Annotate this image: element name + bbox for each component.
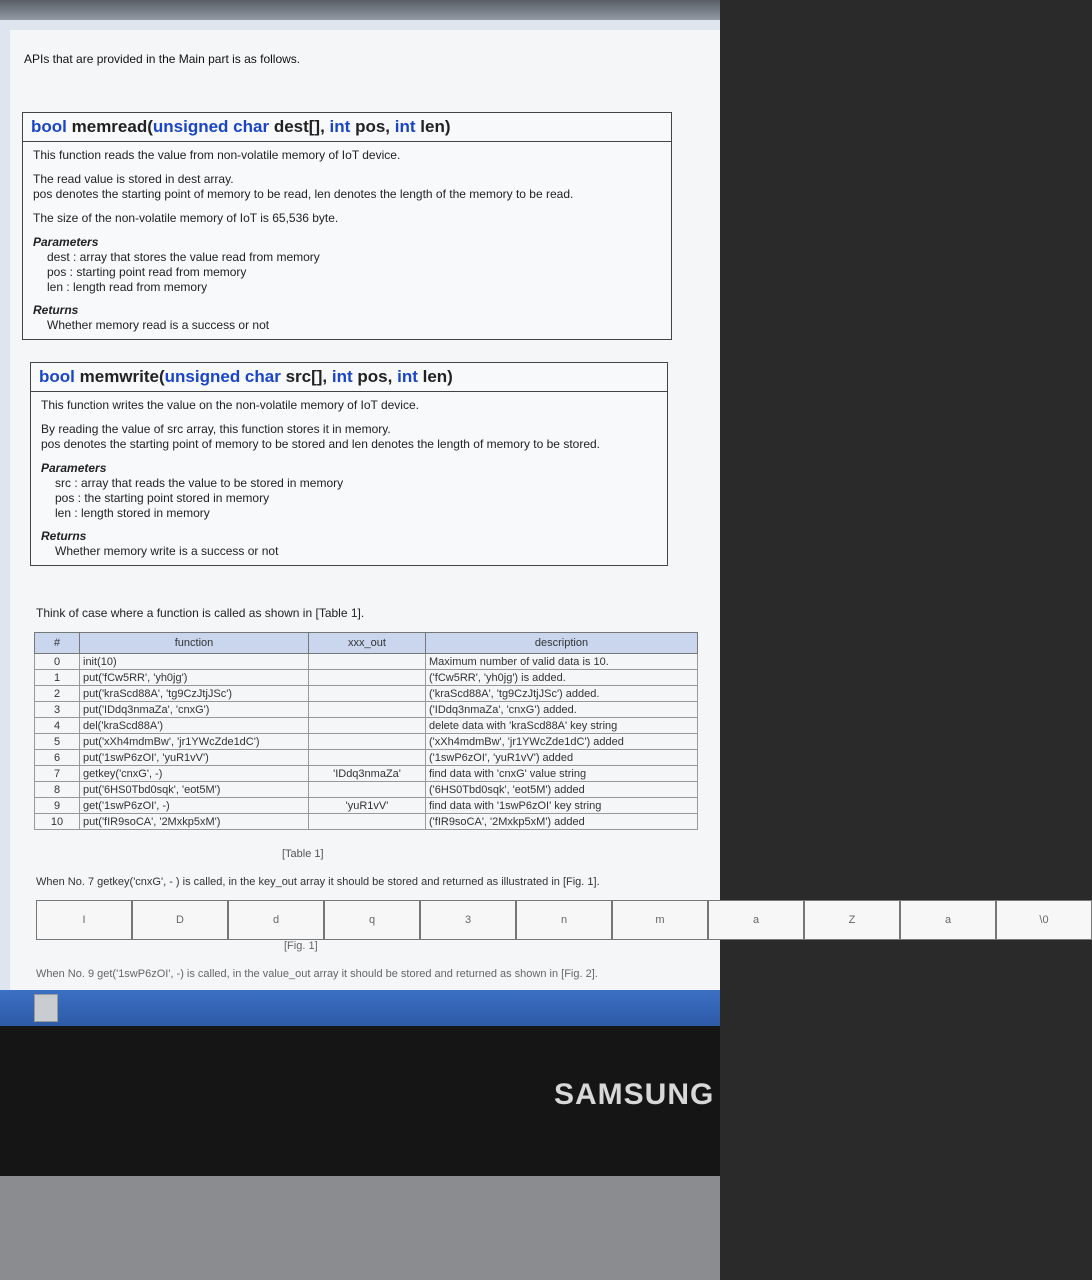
table-cell: 2 <box>35 686 80 702</box>
table-cell <box>309 734 426 750</box>
table-cell: ('fIR9soCA', '2Mxkp5xM') added <box>426 814 698 830</box>
memwrite-box: bool memwrite(unsigned char src[], int pos, int len) This function writes the value on the non-volatile memory of IoT device. By reading the value of src array, this function stores it in memory. pos denotes the starting point of memory to be stored and len denotes the length of memory to be stored. Parameters src : array that reads the value to be stored in memory pos : the starting point stored in memory len : length stored in memory Returns Whether memory write is a success or not <box>30 362 668 566</box>
table-cell: ('6HS0Tbd0sqk', 'eot5M') added <box>426 782 698 798</box>
brand-logo: SAMSUNG <box>554 1078 715 1111</box>
think-text: Think of case where a function is called as shown in [Table 1]. <box>36 606 365 620</box>
table-cell <box>309 654 426 670</box>
table-cell <box>309 702 426 718</box>
table-cell: init(10) <box>80 654 309 670</box>
memread-returns-title: Returns <box>33 303 79 317</box>
table-cell: ('IDdq3nmaZa', 'cnxG') added. <box>426 702 698 718</box>
memwrite-params-title: Parameters <box>41 461 107 475</box>
table-cell: put('xXh4mdmBw', 'jr1YWcZde1dC') <box>80 734 309 750</box>
table-cell: put('fIR9soCA', '2Mxkp5xM') <box>80 814 309 830</box>
table-cell: 8 <box>35 782 80 798</box>
table-row <box>35 766 698 782</box>
table-cell: put('IDdq3nmaZa', 'cnxG') <box>80 702 309 718</box>
table-cell: 9 <box>35 798 80 814</box>
table-row <box>35 734 698 750</box>
table-row <box>35 814 698 830</box>
fig-caption: [Fig. 1] <box>284 940 318 952</box>
table-row <box>35 670 698 686</box>
table-cell: 1 <box>35 670 80 686</box>
table-cell: 10 <box>35 814 80 830</box>
fig-cell: q <box>324 900 420 940</box>
table-cell: put('1swP6zOI', 'yuR1vV') <box>80 750 309 766</box>
table-1 <box>34 632 698 830</box>
table-cell <box>309 750 426 766</box>
table-cell: 'yuR1vV' <box>309 798 426 814</box>
table-cell: getkey('cnxG', -) <box>80 766 309 782</box>
col-header-description: description <box>426 633 698 654</box>
table-row <box>35 654 698 670</box>
fig-cell: I <box>36 900 132 940</box>
intro-text: APIs that are provided in the Main part is as follows. <box>24 52 301 66</box>
table-cell: Maximum number of valid data is 10. <box>426 654 698 670</box>
taskbar <box>0 990 720 1026</box>
when7-text: When No. 7 getkey('cnxG', - ) is called, in the key_out array it should be stored and returned as illustrated in [Fig. 1]. <box>36 876 600 888</box>
fig-cell: a <box>900 900 996 940</box>
memwrite-signature: bool memwrite(unsigned char src[], int pos, int len) <box>31 363 667 392</box>
table-row <box>35 750 698 766</box>
table-cell: 3 <box>35 702 80 718</box>
fig-cell: Z <box>804 900 900 940</box>
table-row <box>35 702 698 718</box>
table-cell: ('kraScd88A', 'tg9CzJtjJSc') added. <box>426 686 698 702</box>
memwrite-returns-title: Returns <box>41 529 87 543</box>
table-cell: 0 <box>35 654 80 670</box>
table-cell: delete data with 'kraScd88A' key string <box>426 718 698 734</box>
table-cell: ('xXh4mdmBw', 'jr1YWcZde1dC') added <box>426 734 698 750</box>
table-cell <box>309 782 426 798</box>
table-cell: 4 <box>35 718 80 734</box>
table-cell: ('1swP6zOI', 'yuR1vV') added <box>426 750 698 766</box>
col-header-number: # <box>35 633 80 654</box>
table-cell: put('kraScd88A', 'tg9CzJtjJSc') <box>80 686 309 702</box>
fig-cell: D <box>132 900 228 940</box>
fig-cell: 3 <box>420 900 516 940</box>
table-cell: find data with '1swP6zOI' key string <box>426 798 698 814</box>
table-cell: 5 <box>35 734 80 750</box>
fig-1-array <box>36 900 1092 940</box>
table-cell: del('kraScd88A') <box>80 718 309 734</box>
table-cell <box>309 814 426 830</box>
table-cell: 6 <box>35 750 80 766</box>
taskbar-app-icon[interactable] <box>34 994 58 1022</box>
table-row <box>35 718 698 734</box>
table-cell: get('1swP6zOI', -) <box>80 798 309 814</box>
fig-cell: a <box>708 900 804 940</box>
table-caption: [Table 1] <box>282 848 324 860</box>
memwrite-desc: This function writes the value on the non-volatile memory of IoT device. <box>41 398 419 412</box>
table-cell: find data with 'cnxG' value string <box>426 766 698 782</box>
col-header-function: function <box>80 633 309 654</box>
fig-cell: n <box>516 900 612 940</box>
table-cell <box>309 670 426 686</box>
table-cell <box>309 686 426 702</box>
memread-signature: bool memread(unsigned char dest[], int pos, int len) <box>23 113 671 142</box>
memread-desc: This function reads the value from non-volatile memory of IoT device. <box>33 148 401 162</box>
memread-params-title: Parameters <box>33 235 99 249</box>
table-cell: put('fCw5RR', 'yh0jg') <box>80 670 309 686</box>
memread-box: bool memread(unsigned char dest[], int pos, int len) This function reads the value from non-volatile memory of IoT device. The read value is stored in dest array. pos denotes the starting point of memory to be read, len denotes the length of the memory to be read. The size of the non-volatile memory of IoT is 65,536 byte. Parameters dest : array that stores the value read from memory pos : starting point read from memory len : length read from memory Returns Whether memory read is a success or not <box>22 112 672 340</box>
table-cell: ('fCw5RR', 'yh0jg') is added. <box>426 670 698 686</box>
table-cell <box>309 718 426 734</box>
table-cell: 'IDdq3nmaZa' <box>309 766 426 782</box>
table-cell: put('6HS0Tbd0sqk', 'eot5M') <box>80 782 309 798</box>
fig-cell: \0 <box>996 900 1092 940</box>
laptop-body <box>0 1176 720 1280</box>
col-header-out: xxx_out <box>309 633 426 654</box>
table-row <box>35 798 698 814</box>
table-cell: 7 <box>35 766 80 782</box>
fig-cell: m <box>612 900 708 940</box>
fig-cell: d <box>228 900 324 940</box>
table-row <box>35 782 698 798</box>
table-row <box>35 686 698 702</box>
when9-text: When No. 9 get('1swP6zOI', -) is called, in the value_out array it should be stored and returned as shown in [Fig. 2]. <box>36 968 598 980</box>
